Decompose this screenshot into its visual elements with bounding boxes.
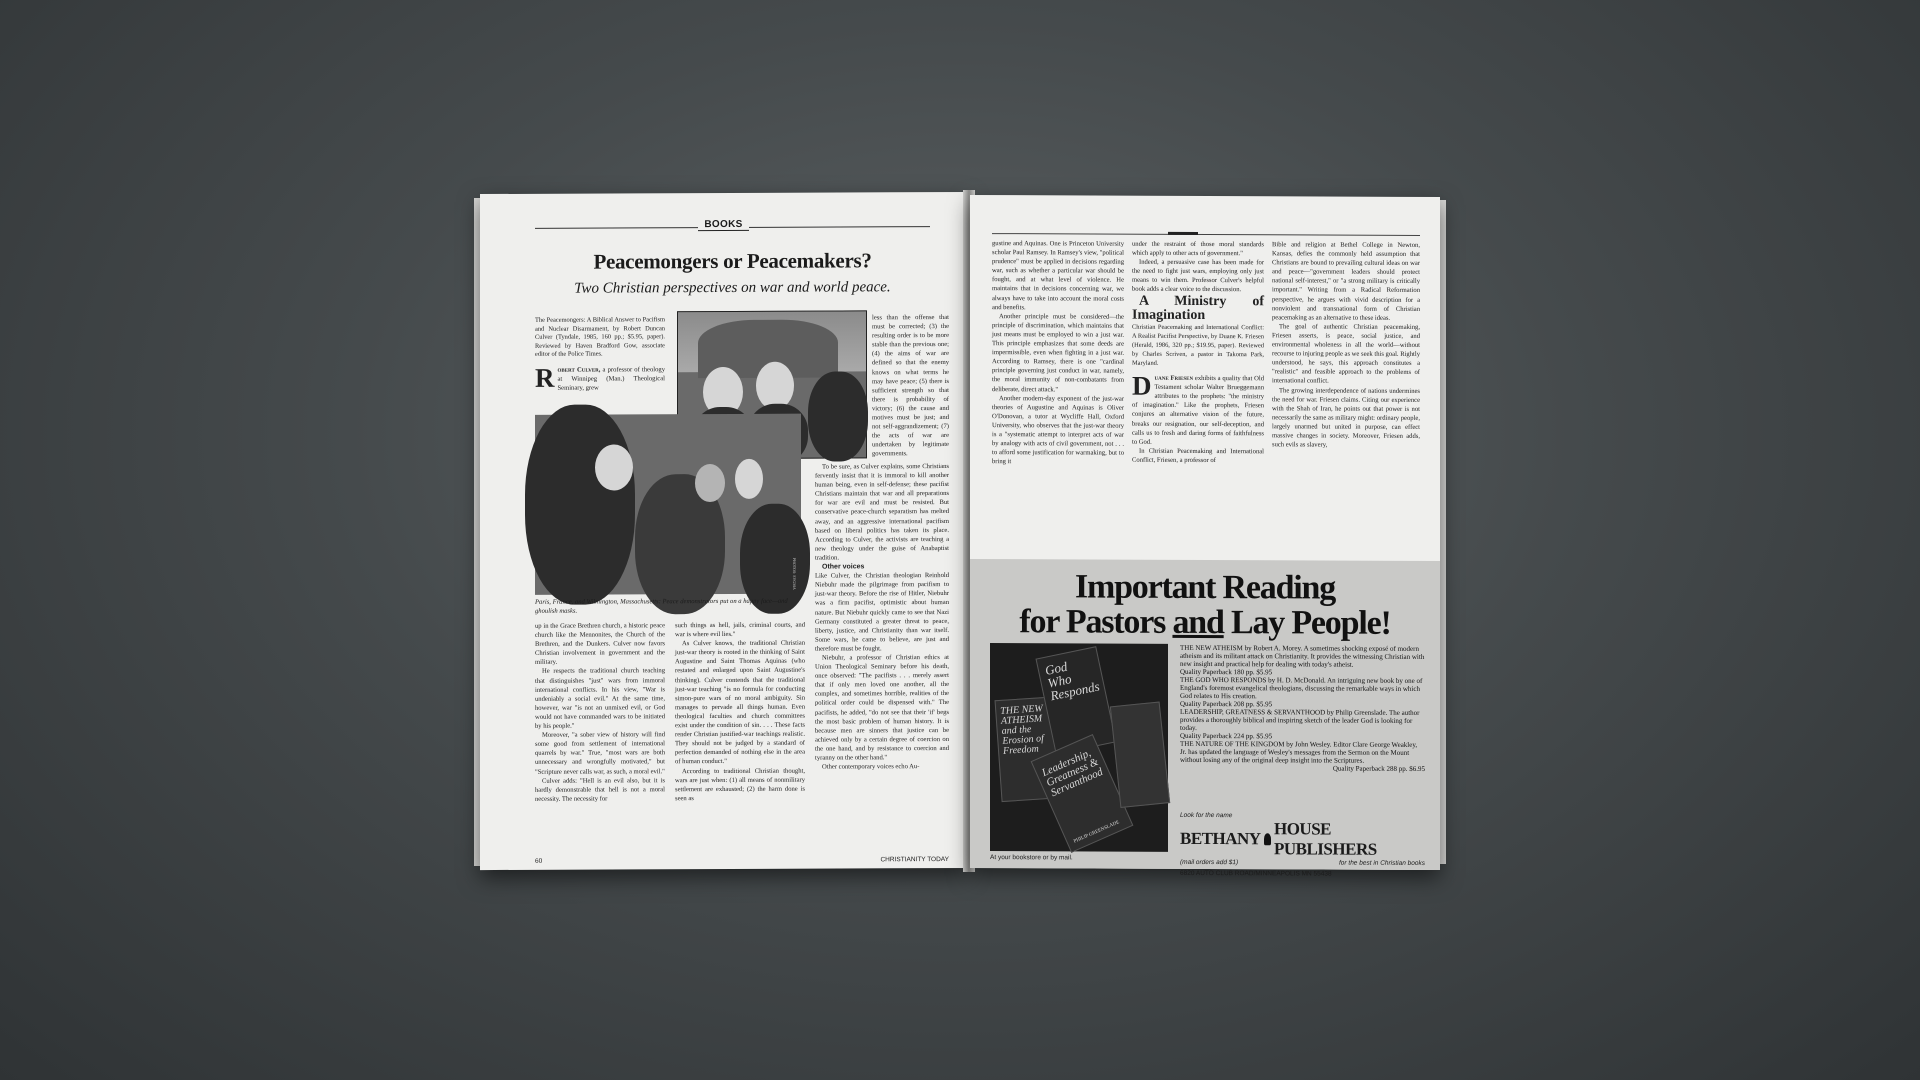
- ad-book-list: THE NEW ATHEISM by Robert A. Morey. A sometimes shocking exposé of modern atheism and its militant attack on Christianity. It provides the witnessing Christian with new insight and practical help for dealing with today's atheist. Quality Paperback 180 pp. $5.95 THE GOD WHO RESPONDS by H. D. McDonald. An intriguing new book by one of England's foremost evangelical theologians, discussing the remarkable ways in which God relates to His creation. Quality Paperback 208 pp. $5.95 LEADERSHIP, GREATNESS & SERVANTHOOD by Philip Greenslade. The author provides a thoroughly biblical and inspiring sketch of the leader God is looking for today. Quality Paperback 224 pp. $5.95 THE NATURE OF THE KINGDOM by John Wesley. Editor Clare George Weakley, Jr. has updated the language of Wesley's messages from the Sermon on the Mount without losing any of the original deep insight into the Scriptures. Quality Paperback 288 pp. $6.95: [1180, 643, 1425, 773]
- book-cover-nature-of-kingdom: [1110, 701, 1170, 807]
- drop-cap: D: [1132, 370, 1152, 401]
- header-rule: [992, 233, 1420, 236]
- book-cover-god-who-responds: God Who Responds: [1035, 646, 1116, 755]
- bethany-house-advertisement: [970, 559, 1440, 878]
- face: [735, 459, 763, 499]
- subhead: Other voices: [822, 563, 865, 571]
- department-label: BOOKS: [480, 218, 967, 231]
- mask: [695, 464, 725, 502]
- article-deck: Two Christian perspectives on war and world peace.: [574, 279, 891, 297]
- right-page: [970, 195, 1440, 878]
- column-text: gustine and Aquinas. One is Princeton University scholar Paul Ramsey. In Ramsey's view, "political prudence" must be applied in decisions regarding war, such as whether a particular war should be fought, and at what level of violence. He maintains that in decisions concerning war, we always have to take into account the moral costs and benefits. Another principle must be considered—the principle of discrimination, which maintains that just means must be employed to win a just war. This principle emphasizes that some deeds are impermissible, even when fighting in a just war. According to Ramsey, there is one "cardinal principle governing just conduct in war, namely, the moral immunity of non-combatants from deliberate, direct attack." Another modern-day exponent of the just-war theories of Augustine and Aquinas is Oliver O'Donovan, a tutor at Wycliffe Hall, Oxford University, who observes that the just-war theory is a "systematic attempt to interpret acts of war by analogy with acts of civil government, not . . . to afford some justification for warmaking, but to bring it: [992, 240, 1124, 466]
- column-text: under the restraint of those moral standards which apply to other acts of government." Indeed, a persuasive case has been made for the need to fight just wars, employing only just means to win them. Professor Culver's helpful book adds a clear voice to the discussion. A Ministry of Imagination Christian Peacemaking and International Conflict: A Realist Pacifist Perspective, by Duane K. Friesen (Herald, 1986, 320 pp.; $19.95, paper). Reviewed by Charles Scriven, a pastor in Takoma Park, Maryland. Duane Friesen exhibits a quality that Old Testament scholar Walter Brueggemann attributes to the prophets: "the ministry of imagination." Like the prophets, Friesen conjures an alternative vision of the future, breaks our resignation, our self-deception, and calls us to fresh and daring forms of faithfulness to God. In Christian Peacemaking and International Conflict, Friesen, a professor of: [1132, 240, 1265, 464]
- book-info-1: The Peacemongers: A Biblical Answer to Pacifism and Nuclear Disarmament, by Robert Duncan Culver (Tyndale, 1985, 160 pp.; $5.95, paper). Reviewed by Haven Bradford Gow, associate editor of the Police Times. Robert Culver, a professor of theology at Winnipeg (Man.) Theological Seminary, grew: [535, 316, 665, 393]
- figure: [525, 404, 635, 604]
- photo-wilmington-demonstrators: [535, 414, 801, 595]
- book-cover-leadership: Leadership, Greatness & Servanthood PHILIP GREENSLADE: [1031, 734, 1134, 853]
- column-text: To be sure, as Culver explains, some Christians fervently insist that it is immoral to kill another human being, even in self-defense; these pacifist Christians maintain that war and all preparations for war are evil and must be resisted. But conservative peace-church separatism has melted away, and an aggressive international pacifism based on liberal politics has taken its place. According to Culver, the activists are teaching a new theology under the guise of Anabaptist tradition. Other voices Like Culver, the Christian theologian Reinhold Niebuhr made the pilgrimage from pacifism to just-war theory. Before the rise of Hitler, Niebuhr was a firm pacifist, optimistic about human nature. But Niebuhr quickly came to see that Nazi Germany constituted a greater threat to peace, liberty, justice, and Christianity than war itself. Some wars, he came to believe, are just and therefore must be fought. Niebuhr, a professor of Christian ethics at Union Theological Seminary before his death, once observed: "The pacifists . . . merely assert that if only men loved one another, all the complex, and sometimes horrible, realities of the political order could be dispensed with." The pacifists, he added, "do not see that their 'if' begs the most basic problem of human history. It is because men are sinners that justice can be achieved only by a certain degree of coercion on the one hand, and by resistance to coercion and tyranny on the other hand." Other contemporary voices echo Au-: [815, 463, 949, 771]
- face: [595, 444, 633, 490]
- magazine-name: CHRISTIANITY TODAY: [880, 856, 949, 864]
- ad-headline: Important Reading for Pastors and Lay People!: [1019, 568, 1391, 642]
- left-page: [480, 192, 967, 870]
- book-cover-new-atheism: THE NEW ATHEISM and the Erosion of Freedom: [995, 696, 1062, 802]
- photo-caption: Paris, France, and Wilmington, Massachusetts: Peace demonstrators put on a happy face—and ghoulish masks.: [535, 597, 788, 615]
- masked-face: [756, 362, 794, 410]
- publisher-logo: Look for the name BETHANY HOUSE PUBLISHERS (mail orders add $1) for the best in Christian books 6820 AUTO CLUB ROAD/MINNEAPOLIS MN 55438: [1180, 811, 1425, 878]
- column-text: less than the offense that must be corrected; (3) the resulting order is to be more stable than the previous one; (4) the aims of war are defined so that the enemy knows on what terms he may have peace; (5) there is sufficient strength so that there is probability of victory; (6) the cause and motives must be just; and not self-aggrandizement; (7) the acts of war are undertaken by legitimate governments.: [872, 314, 949, 458]
- lamp-icon: [1264, 833, 1271, 845]
- book-covers-photo: [990, 643, 1168, 852]
- column-text: up in the Grace Brethren church, a historic peace church like the Mennonites, the Church of the Brethren, and the Dunkers. Culver now favors Christian involvement in government and the military. He respects the traditional church teaching that distinguishes "just" wars from immoral international conflicts. In his view, "War is undeniably a social evil." At the same time, however, war "is not an unmixed evil, or God would not have commanded wars to be initiated by his people." Moreover, "a sober view of history will find some good from settlement of international quarrels by war." True, "most wars are both unnecessary and wrongfully motivated," but "Scripture never calls war, as such, a moral evil." Culver adds: "Hell is an evil also, but it is hardly demonstrable that hell is not a moral necessity. The necessity for: [535, 622, 665, 803]
- crowd: [808, 371, 868, 461]
- photo-credit: PHOTOS: SYGMA: [792, 557, 797, 590]
- column-text: such things as hell, jails, criminal courts, and war is where evil lies." As Culver knows, the traditional Christian just-war theory is rooted in the thinking of Saint Augustine and Saint Thomas Aquinas (who restated and enlarged upon Saint Augustine's thinking). Culver contends that the traditional just-war teaching "is no formula for conducting simon-pure wars of no moral ambiguity. Sin manages to pervade all things human. Even theological faculties and church committees exist under the condition of sin. . . . These facts render Christian justified-war teachings realistic. They should not be judged by a standard of perfection demanded of nothing else in the area of human conduct." According to traditional Christian thought, wars are just when: (1) all means of nonmilitary settlement are exhausted; (2) the harm done is seen as: [675, 621, 805, 802]
- column-text: Bible and religion at Bethel College in Newton, Kansas, defies the commonly held assumption that Christians are bound to prevailing cultural ideas on war and peace—"government leaders should protect national self-interest," or "a strong military is critically important." Writing from a Radical Reformation perspective, he argues with vivid description for a nonviolent and transnational form of Christian peacemaking as an alternative to these ideas. The goal of authentic Christian peacemaking, Friesen asserts, is peace, social justice, and environmental wholeness in all the world—without recourse to injuring people as we seek this goal. Rightly understood, he says, this approach constitutes a "realistic" and feasible approach to the problems of international conflict. The growing interdependence of nations undermines the need for war. Friesen claims. Citing our experience with the Shah of Iran, he points out that power is not necessarily the same as military might: ordinary people, largely unarmed but united in purpose, can effect massive changes in society. Moreover, Friesen adds, such evils as slavery,: [1272, 241, 1420, 449]
- drop-cap: R: [535, 362, 555, 393]
- page-number: 60: [535, 857, 543, 865]
- section-title: A Ministry of Imagination: [1132, 293, 1264, 323]
- header-rule-mark: [1168, 232, 1198, 235]
- ad-footer: At your bookstore or by mail.: [990, 854, 1073, 862]
- article-title: Peacemongers or Peacemakers?: [593, 248, 872, 274]
